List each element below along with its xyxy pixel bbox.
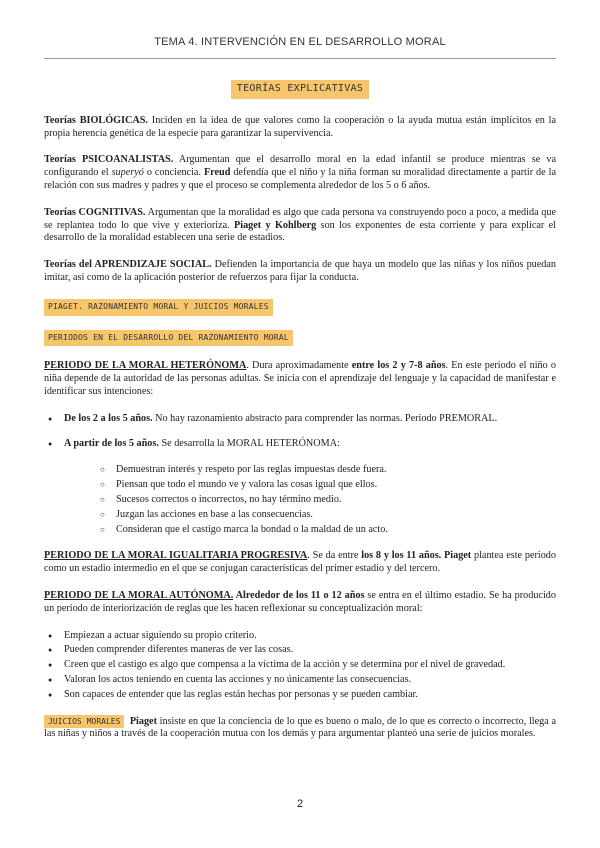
list-item: ○ Sucesos correctos o incorrectos, no hay término medio. [116, 494, 556, 507]
list-item: ○ Juzgan las acciones en base a las consecuencias. [116, 509, 556, 522]
period-ages: Alrededor de los 11 o 12 años [233, 589, 365, 601]
juicios-morales [44, 716, 556, 742]
period-title: PERIODO DE LA MORAL AUTÓNOMA. [44, 589, 234, 601]
list-item: ○ Demuestran interés y respeto por las reglas impuestas desde fuera. [116, 464, 556, 477]
period-ages: entre los 2 y 7-8 años [351, 360, 446, 372]
period-title: PERIODO DE LA MORAL HETERÓNOMA [44, 360, 247, 372]
author-piaget: Piaget [441, 550, 472, 562]
bullet-text: No hay razonamiento abstracto para comprender las normas. Periodo PREMORAL. [152, 412, 498, 424]
theory-biologicas [44, 115, 556, 141]
term-superyo: superyó [111, 167, 144, 179]
autonoma-bullets [44, 630, 556, 702]
bullet-text: Se desarrolla la MORAL HETERÓNOMA: [158, 437, 340, 449]
period-ages: los 8 y los 11 años. [361, 550, 442, 562]
section-title: TEORÍAS EXPLICATIVAS [231, 80, 369, 99]
theory-text: Argumentan que la moralidad es algo que cada persona va construyendo poco a poco, a medida que se replantea todo lo que vive y exterioriza. [44, 206, 556, 231]
header-divider [44, 58, 556, 59]
theory-text: defendía que el niño y la niña forman su moralidad directamente a partir de la relación con sus madres y padres y que el proceso se complementa alrededor de los 5 o 6 años. [44, 167, 556, 191]
period-text: . Dura aproximadamente [246, 360, 352, 372]
theory-lead: Teorías BIOLÓGICAS. [44, 114, 148, 126]
page-content [44, 80, 556, 755]
period-text: . En este periodo el niño o niña depende de la autoridad de las personas adultas. Se inicia con el aprendizaje del lenguaje y la capacidad de manifestar e identificar sus intenciones: [44, 360, 556, 397]
heteronoma-sub-items [44, 464, 556, 536]
period-title: PERIODO DE LA MORAL IGUALITARIA PROGRESIVA [44, 550, 308, 562]
juicios-text: insiste en que la conciencia de lo que es bueno o malo, de lo que es correcto o incorrecto, llega a las niñas y niños a través de la cooperación mutua con los demás y para argumentar planteó una serie de juicios morales. [44, 715, 556, 740]
list-item: ● Empiezan a actuar siguiendo su propio criterio. [64, 630, 556, 643]
bullet-bold: A partir de los 5 años. [64, 437, 159, 449]
section-title-wrap [44, 80, 556, 99]
theory-text: o conciencia. [143, 167, 204, 179]
theory-psicoanalistas [44, 154, 556, 192]
period-igualitaria [44, 550, 556, 576]
juicios-label: JUICIOS MORALES [44, 715, 124, 728]
period-text: plantea este periodo como un estadio intermedio en el que se conjugan características del primer estadio y del tercero. [44, 550, 556, 575]
theory-text: Argumentan que el desarrollo moral en la edad infantil se produce mientras se va configurando el [44, 154, 556, 179]
theory-lead: Teorías del APRENDIZAJE SOCIAL. [44, 259, 212, 271]
period-heteronoma [44, 360, 556, 398]
theory-text: Inciden en la idea de que valores como la cooperación o la ayuda mutua están implícitos en la propia herencia genética de la especie para garantizar la supervivencia. [44, 114, 556, 139]
theory-aprendizaje-social [44, 259, 556, 285]
theory-text: Defienden la importancia de que haya un modelo que las niñas y los niños puedan imitar, así como de la aplicación posterior de refuerzos para fijar la conducta. [44, 259, 556, 283]
piaget-heading: PIAGET. RAZONAMIENTO MORAL Y JUICIOS MORALES [44, 299, 273, 316]
list-item: ● Pueden comprender diferentes maneras de ver las cosas. [64, 644, 556, 657]
page-header: TEMA 4. INTERVENCIÓN EN EL DESARROLLO MORAL [154, 36, 446, 48]
page-number: 2 [296, 798, 304, 810]
list-item: ● Creen que el castigo es algo que compensa a la víctima de la acción y se determina por el nivel de gravedad. [64, 659, 556, 672]
period-autonoma [44, 590, 556, 616]
theory-lead: Teorías PSICOANALISTAS. [44, 154, 174, 166]
author-freud: Freud [203, 167, 231, 179]
author-piaget: Piaget [129, 715, 157, 727]
list-item: ○ Consideran que el castigo marca la bondad o la maldad de un acto. [116, 524, 556, 537]
list-item: ● Valoran los actos teniendo en cuenta las acciones y no únicamente las consecuencias. [64, 674, 556, 687]
authors-piaget-kohlberg: Piaget y Kohlberg [234, 219, 317, 231]
theory-lead: Teorías COGNITIVAS. [44, 206, 146, 218]
period-text: . Se da entre [307, 550, 362, 562]
list-item: ● Son capaces de entender que las reglas están hechas por personas y se pueden cambiar. [64, 689, 556, 702]
list-item: ○ Piensan que todo el mundo ve y valora las cosas igual que ellos. [116, 479, 556, 492]
bullet-bold: De los 2 a los 5 años. [64, 412, 153, 424]
list-item [64, 413, 556, 426]
periods-heading: PERIODOS EN EL DESARROLLO DEL RAZONAMIENTO MORAL [44, 330, 293, 347]
list-item [64, 438, 556, 451]
theory-text: son los exponentes de esta corriente y para explicar el desarrollo de la moralidad establecen una serie de estadios. [44, 219, 556, 244]
theory-cognitivas [44, 207, 556, 245]
period-text: se entra en el último estadio. Se ha producido un periodo de interiorización de reglas que les hacen reflexionar su conceptualización moral: [44, 589, 556, 614]
heteronoma-bullets [44, 413, 556, 451]
